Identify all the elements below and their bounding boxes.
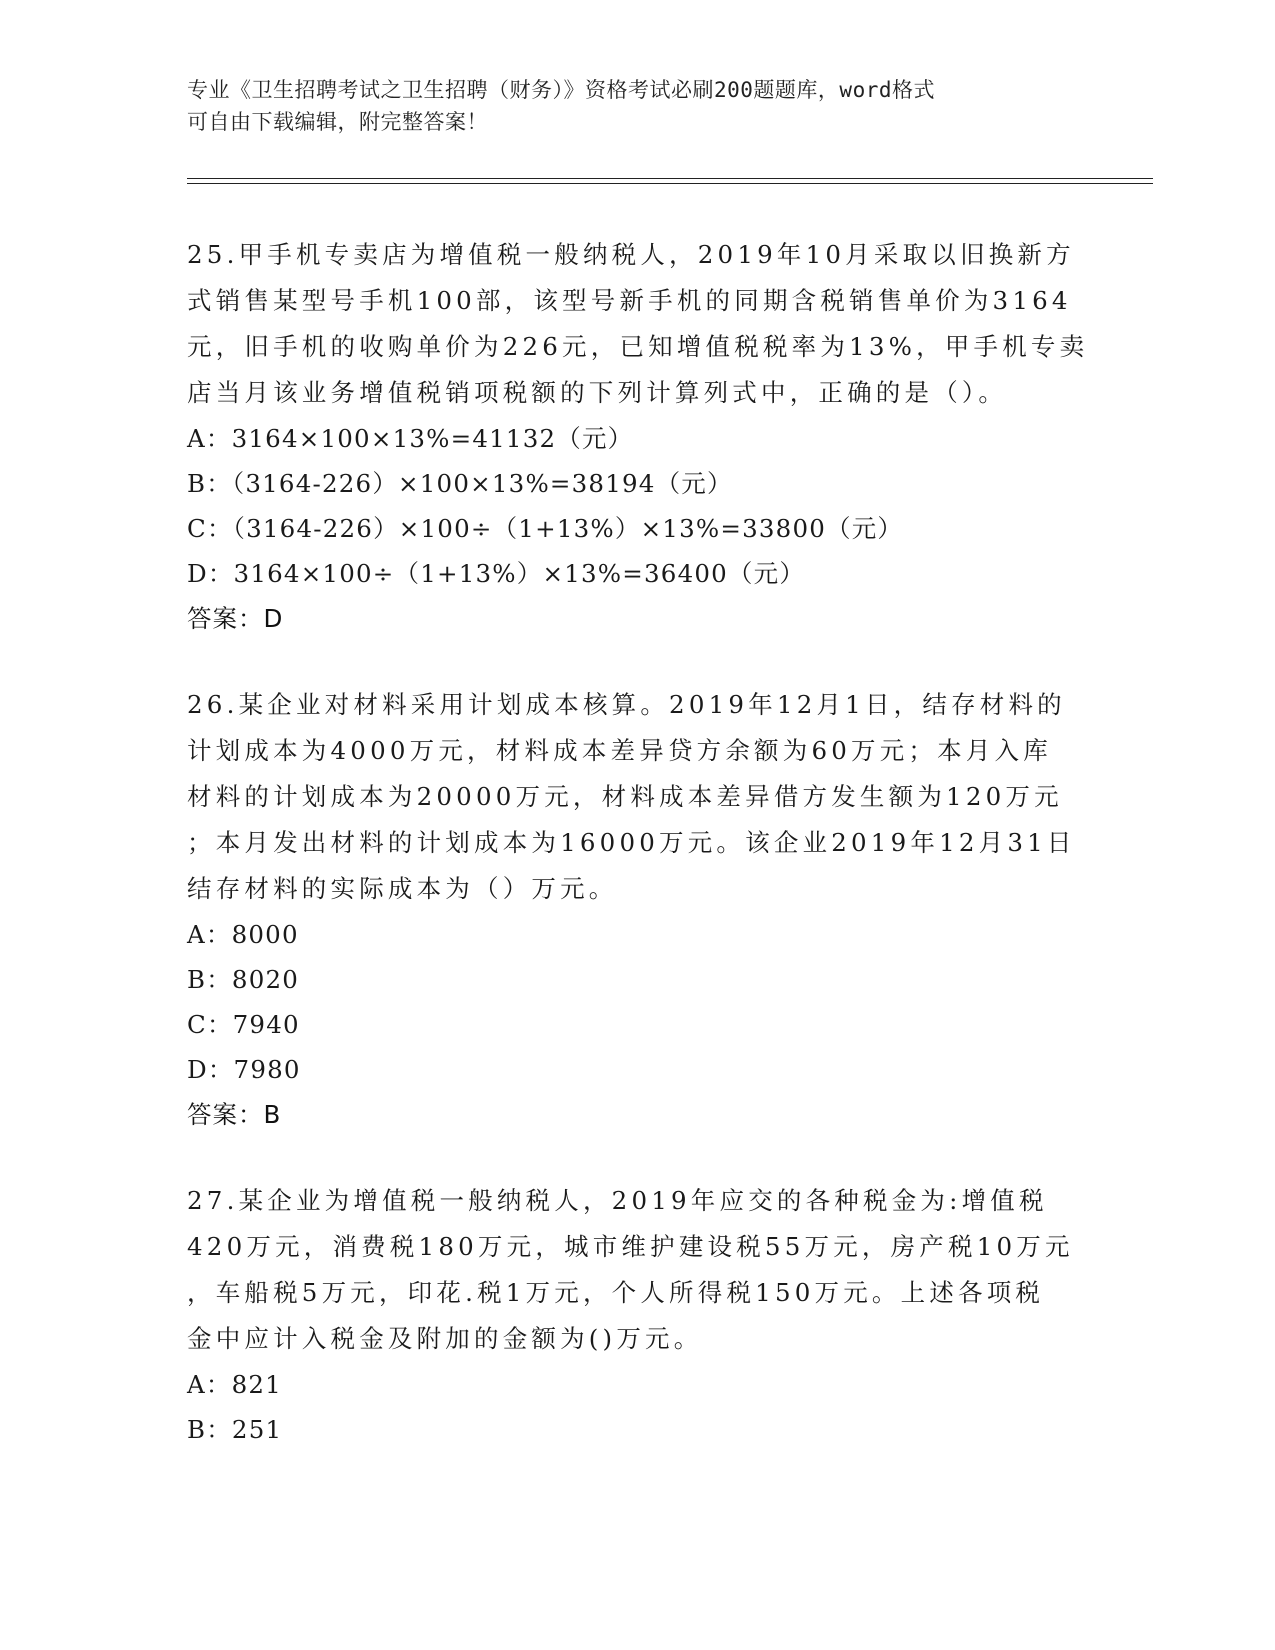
header-divider-bottom bbox=[187, 183, 1153, 184]
option-d: D：7980 bbox=[187, 1055, 301, 1084]
stem-line: 材料的计划成本为20000万元，材料成本差异借方发生额为120万元 bbox=[187, 782, 1063, 811]
question-26 bbox=[187, 682, 1087, 1138]
option-d: D：3164×100÷（1+13%）×13%=36400（元） bbox=[187, 559, 806, 588]
stem-line: 店当月该业务增值税销项税额的下列计算列式中，正确的是（）。 bbox=[187, 378, 1008, 407]
document-header bbox=[187, 74, 1087, 138]
question-stem bbox=[187, 682, 1087, 912]
option-b: B：251 bbox=[187, 1415, 283, 1444]
header-line-1: 专业《卫生招聘考试之卫生招聘（财务）》资格考试必刷200题题库，word格式 bbox=[187, 78, 935, 102]
stem-line: 420万元，消费税180万元，城市维护建设税55万元，房产税10万元 bbox=[187, 1232, 1074, 1261]
question-25 bbox=[187, 232, 1087, 642]
option-c: C：（3164-226）×100÷（1+13%）×13%=33800（元） bbox=[187, 514, 904, 543]
header-divider-top bbox=[187, 178, 1153, 179]
answer-label: 答案：B bbox=[187, 1100, 282, 1129]
stem-line: 26.某企业对材料采用计划成本核算。2019年12月1日，结存材料的 bbox=[187, 690, 1066, 719]
stem-line: 27.某企业为增值税一般纳税人，2019年应交的各种税金为:增值税 bbox=[187, 1186, 1048, 1215]
header-line-2: 可自由下载编辑，附完整答案！ bbox=[187, 110, 488, 134]
stem-line: 计划成本为4000万元，材料成本差异贷方余额为60万元；本月入库 bbox=[187, 736, 1052, 765]
option-a: A：8000 bbox=[187, 920, 299, 949]
stem-line: ，车船税5万元，印花.税1万元，个人所得税150万元。上述各项税 bbox=[187, 1278, 1045, 1307]
option-b: B：8020 bbox=[187, 965, 300, 994]
question-stem bbox=[187, 232, 1087, 416]
question-stem bbox=[187, 1178, 1087, 1362]
stem-line: 结存材料的实际成本为（）万元。 bbox=[187, 874, 618, 903]
stem-line: ；本月发出材料的计划成本为16000万元。该企业2019年12月31日 bbox=[187, 828, 1076, 857]
stem-line: 25.甲手机专卖店为增值税一般纳税人，2019年10月采取以旧换新方 bbox=[187, 240, 1075, 269]
question-27 bbox=[187, 1178, 1087, 1452]
option-a: A：821 bbox=[187, 1370, 282, 1399]
stem-line: 金中应计入税金及附加的金额为()万元。 bbox=[187, 1324, 703, 1353]
option-b: B：（3164-226）×100×13%=38194（元） bbox=[187, 469, 733, 498]
answer-label: 答案：D bbox=[187, 604, 284, 633]
option-c: C：7940 bbox=[187, 1010, 300, 1039]
stem-line: 元，旧手机的收购单价为226元，已知增值税税率为13%，甲手机专卖 bbox=[187, 332, 1089, 361]
option-a: A：3164×100×13%=41132（元） bbox=[187, 424, 634, 453]
question-list bbox=[187, 232, 1087, 1492]
stem-line: 式销售某型号手机100部，该型号新手机的同期含税销售单价为3164 bbox=[187, 286, 1072, 315]
